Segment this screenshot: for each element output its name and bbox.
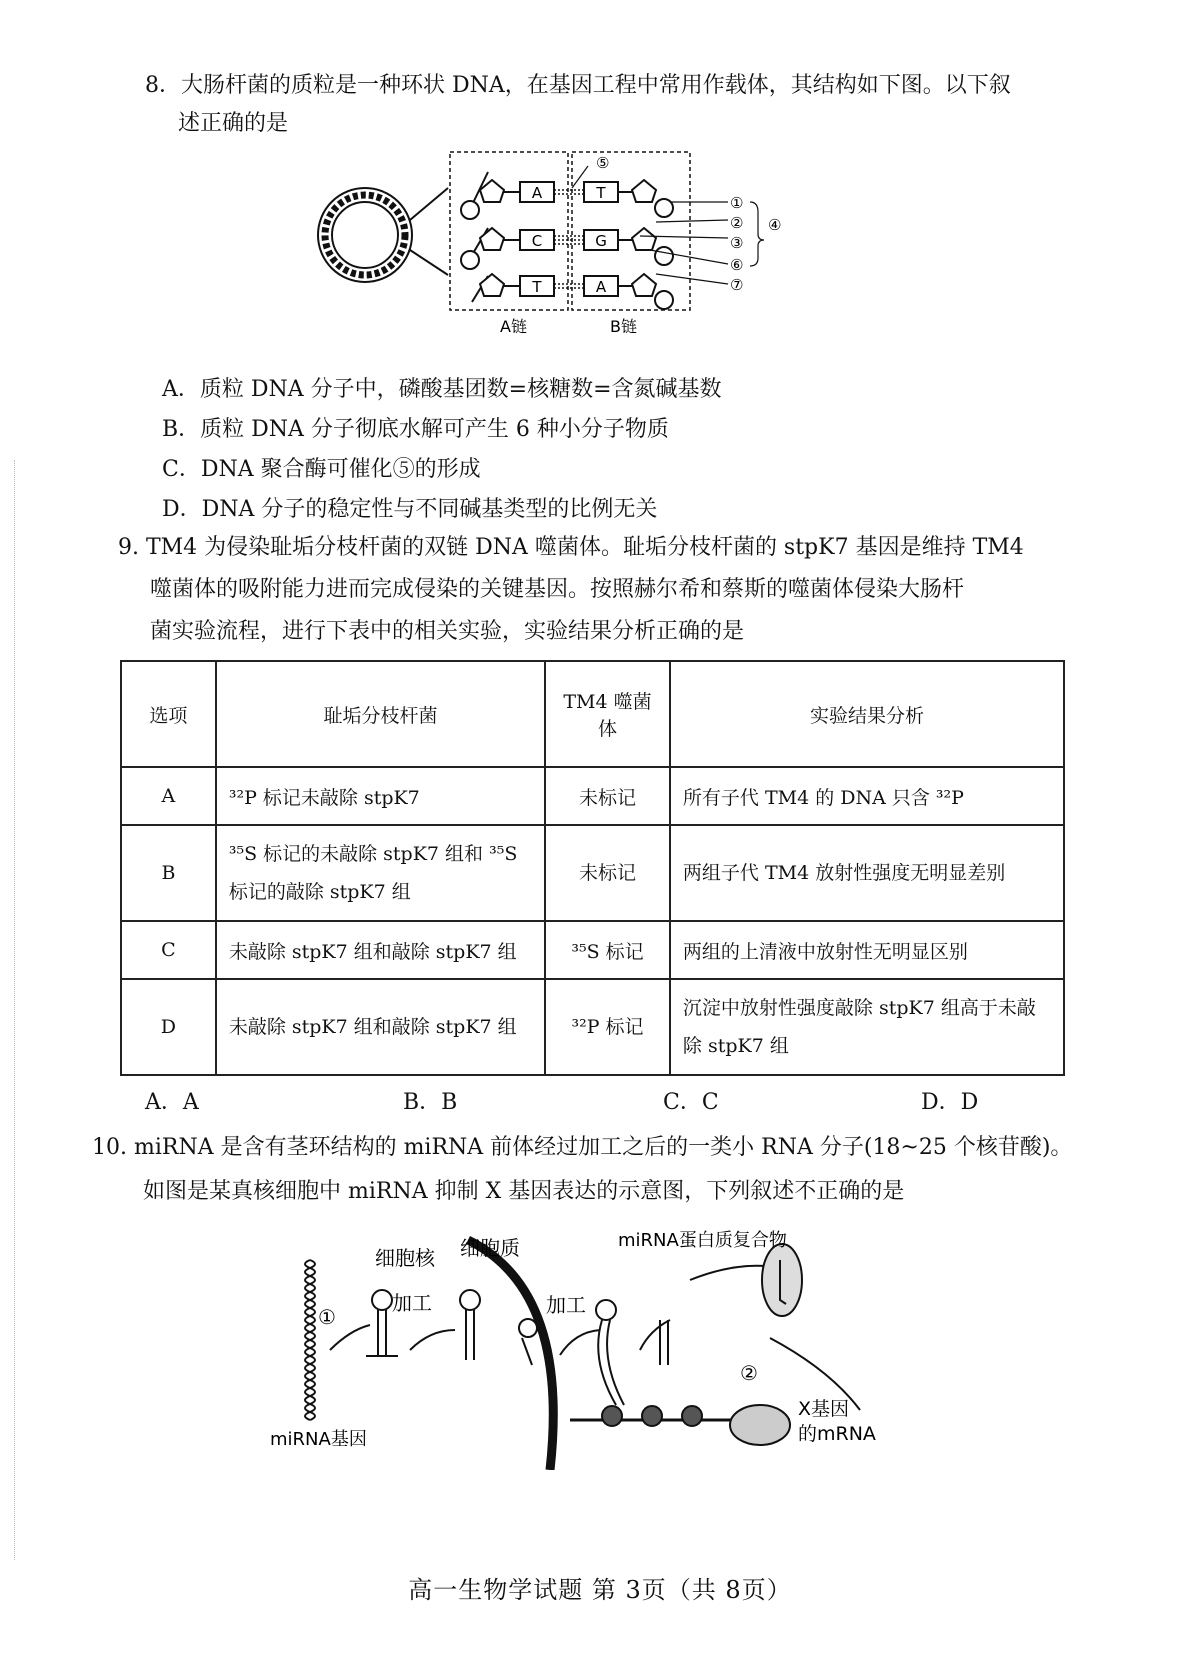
base-a2: C xyxy=(531,232,543,250)
base-a3: T xyxy=(532,278,542,296)
q8-option-c[interactable]: C．DNA 聚合酶可催化⑤的形成 xyxy=(162,457,481,482)
label-1: ① xyxy=(730,194,744,212)
label-4: ④ xyxy=(768,216,782,234)
label-7: ⑦ xyxy=(730,276,744,294)
q10-stem-line1: 10. miRNA 是含有茎环结构的 miRNA 前体经过加工之后的一类小 RNA 分子(18~25 个核苷酸)。 xyxy=(92,1135,1073,1160)
header-phage: TM4 噬菌体 xyxy=(545,661,670,767)
table-header-row xyxy=(121,661,1064,767)
row-d-bacteria: 未敲除 stpK7 组和敲除 stpK7 组 xyxy=(216,979,545,1075)
process-2-label: 加工 xyxy=(546,1293,586,1317)
page-footer: 高一生物学试题 第 3页（共 8页） xyxy=(408,1576,792,1604)
base-b1: T xyxy=(596,184,606,202)
row-c-phage: ³⁵S 标记 xyxy=(545,921,670,979)
table-row xyxy=(121,767,1064,825)
base-b3: A xyxy=(595,278,607,296)
label-2: ② xyxy=(730,214,744,232)
row-b-bacteria: ³⁵S 标记的未敲除 stpK7 组和 ³⁵S 标记的敲除 stpK7 组 xyxy=(216,825,545,921)
table-row xyxy=(121,921,1064,979)
table-row xyxy=(121,825,1064,921)
label-5: ⑤ xyxy=(596,154,610,172)
nucleus-label: 细胞核 xyxy=(375,1246,435,1270)
row-a-option: A xyxy=(121,767,216,825)
xgene-label-line1: X基因 xyxy=(798,1398,850,1420)
step-1-label: ① xyxy=(318,1305,336,1329)
header-option: 选项 xyxy=(121,661,216,767)
q9-stem-line3: 菌实验流程，进行下表中的相关实验，实验结果分析正确的是 xyxy=(150,619,745,644)
q8-option-a[interactable]: A．质粒 DNA 分子中，磷酸基团数=核糖数=含氮碱基数 xyxy=(162,377,722,402)
scan-edge-mark xyxy=(14,460,19,1560)
row-b-analysis: 两组子代 TM4 放射性强度无明显差别 xyxy=(670,825,1064,921)
q9-stem-line2: 噬菌体的吸附能力进而完成侵染的关键基因。按照赫尔希和蔡斯的噬菌体侵染大肠杆 xyxy=(150,577,965,602)
header-analysis: 实验结果分析 xyxy=(670,661,1064,767)
label-3: ③ xyxy=(730,234,744,252)
table-row xyxy=(121,979,1064,1075)
plasmid-ring-icon xyxy=(318,188,412,282)
cytoplasm-label: 细胞质 xyxy=(460,1236,520,1260)
label-6: ⑥ xyxy=(730,256,744,274)
complex-icon xyxy=(762,1244,802,1316)
q8-stem-line2: 述正确的是 xyxy=(178,111,289,136)
row-b-phage: 未标记 xyxy=(545,825,670,921)
nuclear-membrane xyxy=(468,1240,553,1470)
header-bacteria: 耻垢分枝杆菌 xyxy=(216,661,545,767)
process-1-label: 加工 xyxy=(392,1291,432,1315)
q9-choice-d[interactable]: D．D xyxy=(921,1090,979,1115)
chain-a-label: A链 xyxy=(500,317,527,336)
base-b2: G xyxy=(595,232,607,250)
row-d-option: D xyxy=(121,979,216,1075)
q9-choice-c[interactable]: C．C xyxy=(663,1090,719,1115)
q8-option-b[interactable]: B．质粒 DNA 分子彻底水解可产生 6 种小分子物质 xyxy=(162,417,669,442)
base-a1: A xyxy=(531,184,543,202)
q8-option-d[interactable]: D．DNA 分子的稳定性与不同碱基类型的比例无关 xyxy=(162,497,658,522)
xgene-label-line2: 的mRNA xyxy=(798,1423,876,1445)
row-b-option: B xyxy=(121,825,216,921)
q9-choice-a[interactable]: A．A xyxy=(145,1090,199,1115)
silencing-complex-icon xyxy=(730,1405,790,1445)
q9-choice-b[interactable]: B．B xyxy=(403,1090,458,1115)
dna-coil-icon xyxy=(305,1260,315,1420)
row-a-phage: 未标记 xyxy=(545,767,670,825)
row-d-phage: ³²P 标记 xyxy=(545,979,670,1075)
q8-stem-line1: 8．大肠杆菌的质粒是一种环状 DNA，在基因工程中常用作载体，其结构如下图。以下叙 xyxy=(145,73,1011,98)
row-a-bacteria: ³²P 标记未敲除 stpK7 xyxy=(216,767,545,825)
mirna-pathway-diagram xyxy=(270,1220,950,1470)
step-2-label: ② xyxy=(740,1361,758,1385)
mirna-gene-label: miRNA基因 xyxy=(270,1429,367,1450)
q9-stem-line1: 9. TM4 为侵染耻垢分枝杆菌的双链 DNA 噬菌体。耻垢分枝杆菌的 stpK7 基因是维持 TM4 xyxy=(118,535,1024,560)
chain-b-label: B链 xyxy=(610,317,637,336)
complex-label: miRNA蛋白质复合物 xyxy=(618,1230,787,1251)
row-d-analysis: 沉淀中放射性强度敲除 stpK7 组高于未敲除 stpK7 组 xyxy=(670,979,1064,1075)
q10-stem-line2: 如图是某真核细胞中 miRNA 抑制 X 基因表达的示意图，下列叙述不正确的是 xyxy=(143,1179,905,1204)
row-c-option: C xyxy=(121,921,216,979)
row-c-bacteria: 未敲除 stpK7 组和敲除 stpK7 组 xyxy=(216,921,545,979)
experiment-table xyxy=(120,660,1065,1076)
row-a-analysis: 所有子代 TM4 的 DNA 只含 ³²P xyxy=(670,767,1064,825)
row-c-analysis: 两组的上清液中放射性无明显区别 xyxy=(670,921,1064,979)
plasmid-dna-diagram xyxy=(310,150,850,350)
